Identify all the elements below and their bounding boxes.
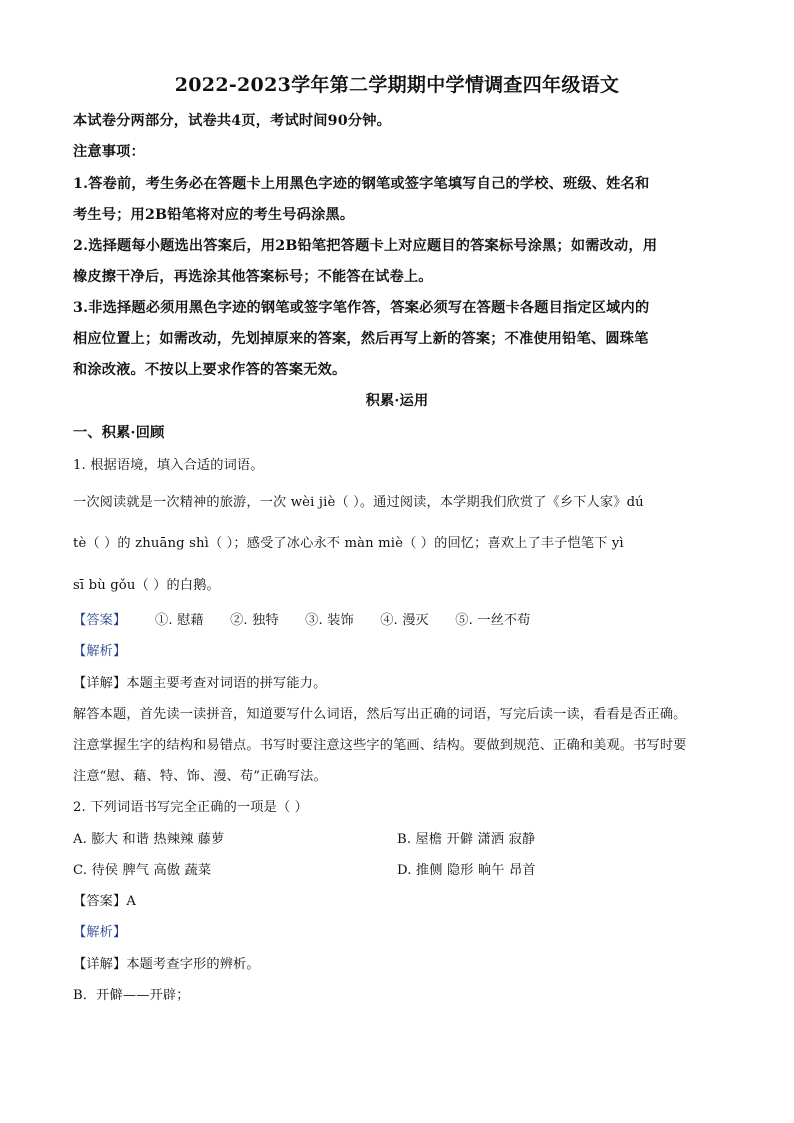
notice-1-line-1: 1.答卷前，考生务必在答题卡上用黑色字迹的钢笔或签字笔填写自己的学校、班级、姓名和 [73, 176, 650, 192]
q2-option-a: A. 膨大 和谐 热辣辣 藤萝 [73, 832, 225, 847]
q1-answer-1: ①. 慰藉 [155, 613, 204, 628]
q2-detail: 【详解】本题考查字形的辨析。 [73, 957, 260, 972]
section-title: 积累·运用 [365, 393, 429, 409]
notice-2-line-2: 橡皮擦干净后，再选涂其他答案标号；不能答在试卷上。 [73, 269, 433, 285]
answer-label: 【答案】 [73, 613, 127, 628]
notice-2-line-1: 2.选择题每小题选出答案后，用2B铅笔把答题卡上对应题目的答案标号涂黑；如需改动，用 [73, 238, 658, 254]
page-title: 2022-2023学年第二学期期中学情调查四年级语文 [174, 74, 620, 96]
q1-analysis-label: 【解析】 [73, 644, 127, 659]
notice-3-line-1: 3.非选择题必须用黑色字迹的钢笔或签字笔作答，答案必须写在答题卡各题目指定区域内的 [73, 300, 650, 316]
q1-answer-row [73, 609, 553, 628]
intro-line: 本试卷分两部分，试卷共4页，考试时间90分钟。 [73, 113, 391, 129]
notice-1-line-2: 考生号；用2B铅笔将对应的考生号码涂黑。 [73, 207, 355, 223]
notice-heading: 注意事项： [73, 144, 145, 160]
q1-explanation-line-2: 注意掌握生字的结构和易错点。书写时要注意这些字的笔画、结构。要做到规范、正确和美观。书写时要 [73, 738, 687, 753]
q2-option-c: C. 待侯 脾气 高傲 蔬菜 [73, 863, 212, 878]
notice-3-line-3: 和涂改液。不按以上要求作答的答案无效。 [73, 362, 347, 378]
notice-3-line-2: 相应位置上；如需改动，先划掉原来的答案，然后再写上新的答案；不准使用铅笔、圆珠笔 [73, 331, 649, 347]
q1-stem: 1. 根据语境，填入合适的词语。 [73, 458, 264, 473]
q1-detail: 【详解】本题主要考查对词语的拼写能力。 [73, 676, 327, 691]
q2-stem: 2. 下列词语书写完全正确的一项是（ ） [73, 800, 308, 815]
q2-option-b: B. 屋檐 开僻 潇洒 寂静 [397, 832, 536, 847]
q2-answer: 【答案】A [73, 894, 137, 909]
q1-answer-4: ④. 漫灭 [380, 613, 429, 628]
q1-paragraph-line-1: 一次阅读就是一次精神的旅游，一次 wèi jiè（ ）。通过阅读，本学期我们欣赏了《乡下人家》dú [73, 495, 644, 510]
q2-option-d: D. 推侧 隐形 晌午 昂首 [397, 863, 536, 878]
q1-answer-2: ②. 独特 [230, 613, 279, 628]
q2-analysis-label: 【解析】 [73, 925, 127, 940]
q1-paragraph-line-2: tè（ ）的 zhuāng shì（ ）；感受了冰心永不 màn miè（ ）的回忆；喜欢上了丰子恺笔下 yì [73, 536, 624, 551]
q1-explanation-line-3: 注意“慰、藉、特、饰、漫、苟”正确写法。 [73, 769, 327, 784]
q1-explanation-line-1: 解答本题，首先读一读拼音，知道要写什么词语，然后写出正确的词语，写完后读一读，看看是否正确。 [73, 707, 687, 722]
q2-b-correction: B．开僻——开辟； [73, 988, 190, 1003]
part1-heading: 一、积累·回顾 [73, 425, 165, 441]
q1-paragraph-line-3: sī bù gǒu（ ）的白鹅。 [73, 578, 220, 593]
q1-answer-5: ⑤. 一丝不苟 [455, 613, 531, 628]
q1-answer-3: ③. 装饰 [305, 613, 354, 628]
